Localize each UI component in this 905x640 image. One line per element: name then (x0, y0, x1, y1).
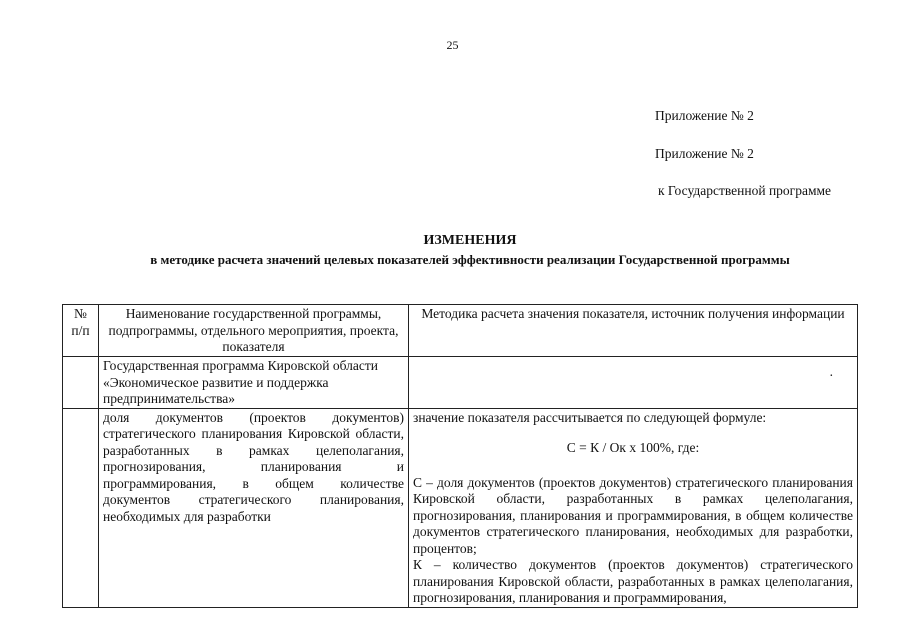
document-title: ИЗМЕНЕНИЯ (423, 233, 517, 248)
page-bottom-edge (0, 620, 905, 640)
definition-c: С – доля документов (проектов документов) стратегического планирования Кировской области, разработанных в рамках целеполагания, прогнозирования, планирования и программирования, в общем количестве документов стратегического планирования, необходимых для разработки, процентов; (413, 474, 853, 556)
header-method: Методика расчета значения показателя, источник получения информации (409, 305, 858, 357)
table-header-row (63, 305, 858, 357)
formula: С = К / Ок х 100%, где: (566, 440, 700, 455)
page-number: 25 (446, 38, 459, 52)
cell-number-empty (63, 357, 99, 409)
cell-indicator-method (409, 408, 858, 607)
cell-program-method (409, 357, 858, 409)
stray-mark: . (829, 364, 833, 379)
changes-table (62, 304, 858, 608)
appendix-label-repeat: Приложение № 2 (655, 146, 754, 161)
table-row-program (63, 357, 858, 409)
cell-indicator-name: доля документов (проектов документов) стратегического планирования Кировской области, разработанных в рамках целеполагания, прогнозирования, планирования и программирования, в общем количестве документов стратегического планирования, необходимых для разработки (99, 408, 409, 607)
appendix-reference: к Государственной программе (658, 183, 832, 198)
appendix-label: Приложение № 2 (655, 108, 754, 123)
method-intro: значение показателя рассчитывается по следующей формуле: (413, 409, 767, 425)
header-name: Наименование государственной программы, подпрограммы, отдельного мероприятия, проекта, показателя (99, 305, 409, 357)
definition-k: К – количество документов (проектов документов) стратегического планирования Кировской области, разработанных в рамках целеполагания, прогнозирования, планирования и программирования, (413, 557, 853, 605)
table-row-indicator (63, 408, 858, 607)
document-subtitle: в методике расчета значений целевых показателей эффективности реализации Государственной программы (150, 252, 790, 267)
header-number: № п/п (63, 305, 99, 357)
cell-number-empty (63, 408, 99, 607)
cell-program-name: Государственная программа Кировской области «Экономическое развитие и поддержка предпринимательства» (99, 357, 409, 409)
